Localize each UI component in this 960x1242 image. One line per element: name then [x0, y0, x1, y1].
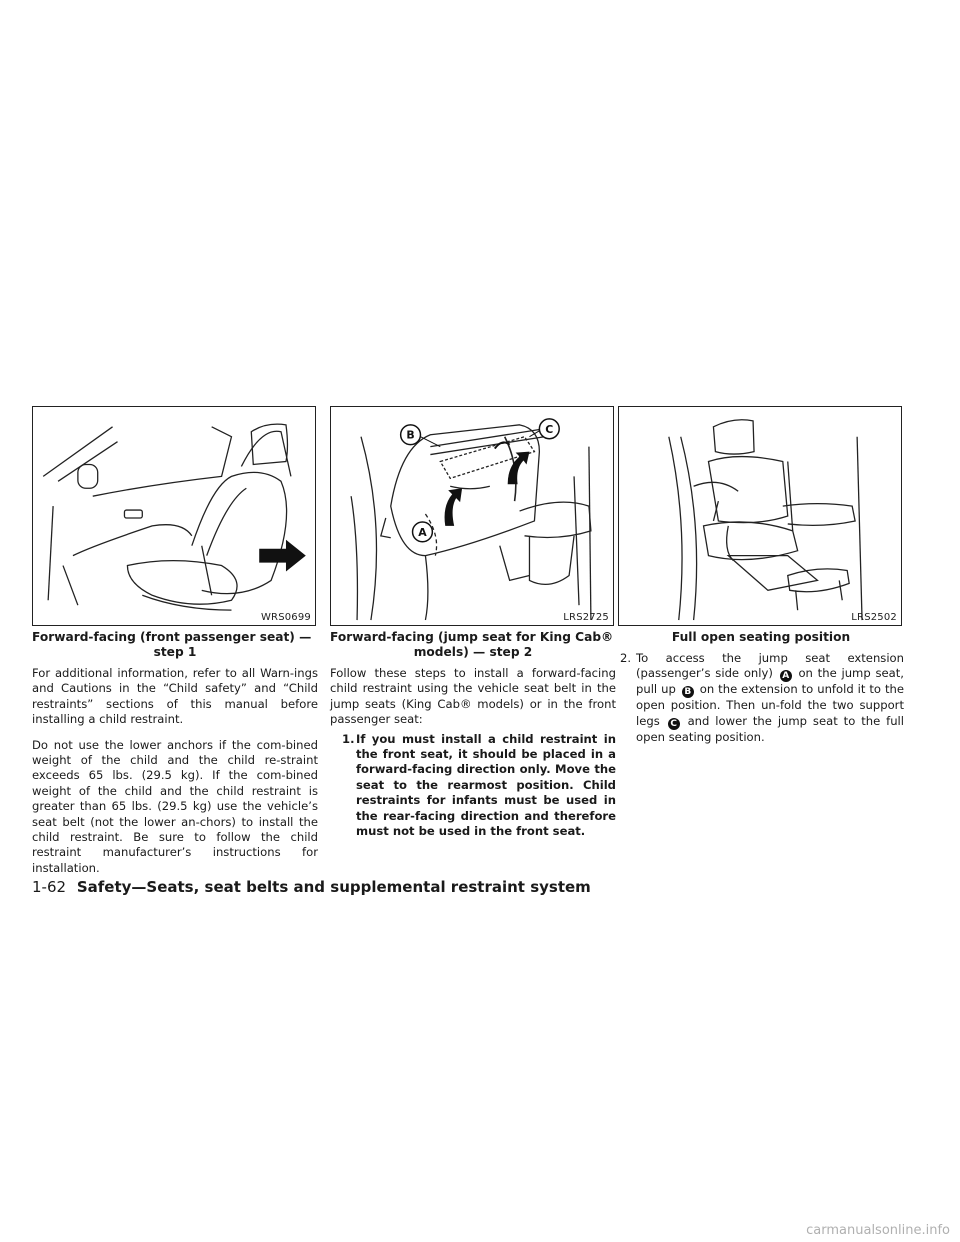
- paragraph: Follow these steps to install a forward-facing child restraint using the vehicle seat belt in the jump seats (King Cab® models) or in the front passenger seat:: [330, 666, 616, 727]
- figure-caption: Full open seating position: [671, 630, 851, 644]
- seat-illustration-2: [331, 407, 613, 625]
- section-title: Safety—Seats, seat belts and supplemental restraint system: [76, 878, 591, 896]
- step-1: 1. If you must install a child restraint in the front seat, it should be placed in a forward-facing direction only. Move the seat to the rearmost position. Child restraints for infants must be used in the rear-facing direction and therefore must not be used in the front seat.: [342, 731, 616, 839]
- figure-code: LRS2502: [851, 612, 897, 623]
- figure-code: WRS0699: [260, 612, 311, 623]
- column-2: [330, 406, 616, 839]
- seat-illustration-3: [619, 407, 901, 625]
- figure-front-passenger-seat: [32, 406, 316, 626]
- paragraph: For additional information, refer to all Warn-ings and Cautions in the “Child safety” and “Child restraints” sections of this manual before installing a child restraint.: [32, 666, 318, 727]
- badge-b: B: [682, 686, 694, 698]
- column-1: [32, 406, 318, 886]
- page-number: 1-62: [32, 878, 67, 896]
- step-2: 2. To access the jump seat extension (passenger’s side only) A on the jump seat, pull up B on the extension to unfold it to the open position. Then un-fold the two support legs C and lower the jump seat to the full open seating position.: [620, 651, 905, 744]
- figure-caption: Forward-facing (front passenger seat) — step 1: [32, 630, 312, 659]
- page-footer: [32, 878, 591, 896]
- callout-b: B: [406, 428, 415, 442]
- figure-code: LRS2725: [563, 612, 609, 623]
- figure-full-open-seat: [618, 406, 902, 626]
- callout-c: C: [545, 422, 554, 436]
- figure-caption: Forward-facing (jump seat for King Cab® models) — step 2: [330, 630, 614, 659]
- badge-a: A: [780, 670, 792, 682]
- callout-a: A: [418, 525, 427, 539]
- watermark: carmanualsonline.info: [806, 1223, 950, 1238]
- paragraph: Do not use the lower anchors if the com-bined weight of the child and the child re-straint exceeds 65 lbs. (29.5 kg). If the com-bined weight of the child and the child restraint is greater than 65 lbs. (29.5 kg) use the vehicle’s seat belt (not the lower an-chors) to install the child restraint. Be sure to follow the child restraint manufacturer’s instructions for installation.: [32, 737, 318, 875]
- seat-illustration-1: [33, 407, 315, 625]
- figure-jump-seat: [330, 406, 614, 626]
- column-3: [618, 406, 904, 745]
- badge-c: C: [668, 718, 680, 730]
